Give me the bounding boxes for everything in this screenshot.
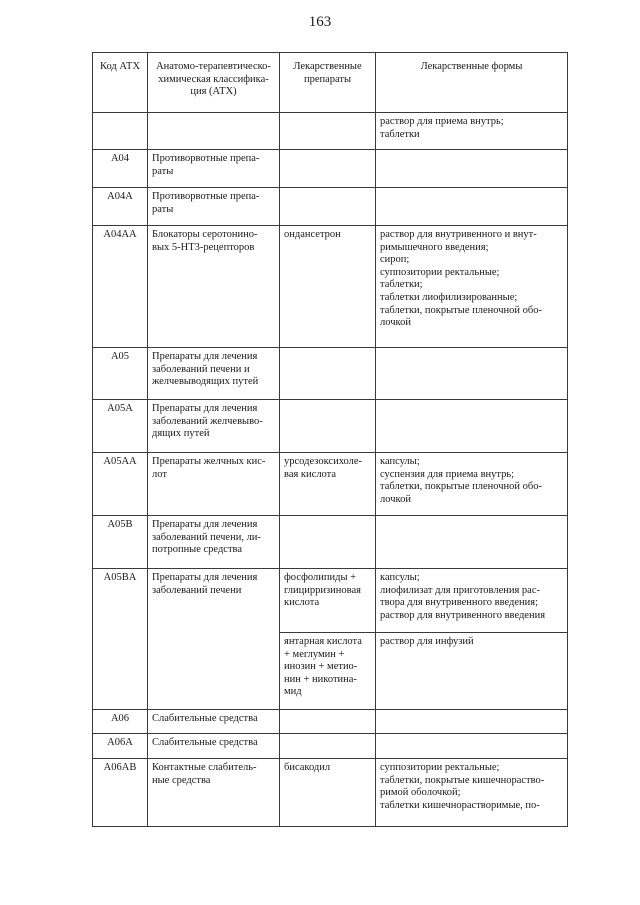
table-row xyxy=(93,759,568,827)
drug-name xyxy=(280,710,376,734)
atx-code: A05BA xyxy=(93,569,148,710)
header-code: Код АТХ xyxy=(93,53,148,113)
header-classification: Анатомо-терапевтическо- химическая классифика- ция (АТХ) xyxy=(148,53,280,113)
dosage-forms xyxy=(376,348,568,400)
dosage-forms xyxy=(376,734,568,759)
table-row xyxy=(93,150,568,188)
atx-classification: Блокаторы серотонино- вых 5-НТ3-рецепторов xyxy=(148,226,280,348)
drug-name: ондансетрон xyxy=(280,226,376,348)
atx-classification: Противорвотные препа- раты xyxy=(148,188,280,226)
table-header-row xyxy=(93,53,568,113)
table-row xyxy=(93,569,568,633)
drug-name: бисакодил xyxy=(280,759,376,827)
table-row xyxy=(93,710,568,734)
atx-code: A04A xyxy=(93,188,148,226)
dosage-forms xyxy=(376,516,568,569)
atx-code: A06A xyxy=(93,734,148,759)
atx-code: A06AB xyxy=(93,759,148,827)
table-row xyxy=(93,348,568,400)
dosage-forms: раствор для приема внутрь; таблетки xyxy=(376,113,568,150)
dosage-forms: раствор для внутривенного и внут- римышечного введения; сироп; суппозитории ректальные; таблетки; таблетки лиофилизированные; таблетки, покрытые пленочной обо- лочкой xyxy=(376,226,568,348)
table-row xyxy=(93,188,568,226)
drug-name: фосфолипиды + глицирризиновая кислота xyxy=(280,569,376,633)
atx-classification: Препараты для лечения заболеваний желчевыво- дящих путей xyxy=(148,400,280,453)
drug-name xyxy=(280,150,376,188)
atx-classification xyxy=(148,113,280,150)
dosage-forms: капсулы; суспензия для приема внутрь; таблетки, покрытые пленочной обо- лочкой xyxy=(376,453,568,516)
table-row xyxy=(93,516,568,569)
header-forms: Лекарственные формы xyxy=(376,53,568,113)
dosage-forms xyxy=(376,710,568,734)
atx-code: A04 xyxy=(93,150,148,188)
atx-code: A05B xyxy=(93,516,148,569)
drug-name xyxy=(280,734,376,759)
table-row xyxy=(93,400,568,453)
atx-classification: Слабительные средства xyxy=(148,734,280,759)
atx-code xyxy=(93,113,148,150)
dosage-forms xyxy=(376,150,568,188)
atx-classification: Препараты желчных кис- лот xyxy=(148,453,280,516)
drug-name xyxy=(280,113,376,150)
drug-name xyxy=(280,400,376,453)
atx-classification: Препараты для лечения заболеваний печени и желчевыводящих путей xyxy=(148,348,280,400)
table-row xyxy=(93,113,568,150)
dosage-forms: капсулы; лиофилизат для приготовления рас- твора для внутривенного введения; раствор для внутривенного введения xyxy=(376,569,568,633)
dosage-forms: раствор для инфузий xyxy=(376,633,568,710)
atx-classification: Препараты для лечения заболеваний печени xyxy=(148,569,280,710)
atx-classification: Препараты для лечения заболеваний печени, ли- потропные средства xyxy=(148,516,280,569)
drug-name xyxy=(280,348,376,400)
atx-classification: Контактные слабитель- ные средства xyxy=(148,759,280,827)
drug-name: янтарная кислота + меглумин + инозин + метио- нин + никотина- мид xyxy=(280,633,376,710)
atx-table xyxy=(92,52,568,827)
dosage-forms xyxy=(376,400,568,453)
table-row xyxy=(93,226,568,348)
atx-classification: Слабительные средства xyxy=(148,710,280,734)
drug-name xyxy=(280,188,376,226)
atx-code: A04AA xyxy=(93,226,148,348)
atx-classification: Противорвотные препа- раты xyxy=(148,150,280,188)
table-row xyxy=(93,453,568,516)
atx-code: A05AA xyxy=(93,453,148,516)
atx-code: A05 xyxy=(93,348,148,400)
dosage-forms xyxy=(376,188,568,226)
dosage-forms: суппозитории ректальные; таблетки, покрытые кишечнораство- римой оболочкой; таблетки кишечнорастворимые, по- xyxy=(376,759,568,827)
table-row xyxy=(93,734,568,759)
drug-name: урсодезоксихоле- вая кислота xyxy=(280,453,376,516)
header-drugs: Лекарственные препараты xyxy=(280,53,376,113)
page-number: 163 xyxy=(308,14,332,30)
atx-code: A06 xyxy=(93,710,148,734)
drug-name xyxy=(280,516,376,569)
atx-code: A05A xyxy=(93,400,148,453)
